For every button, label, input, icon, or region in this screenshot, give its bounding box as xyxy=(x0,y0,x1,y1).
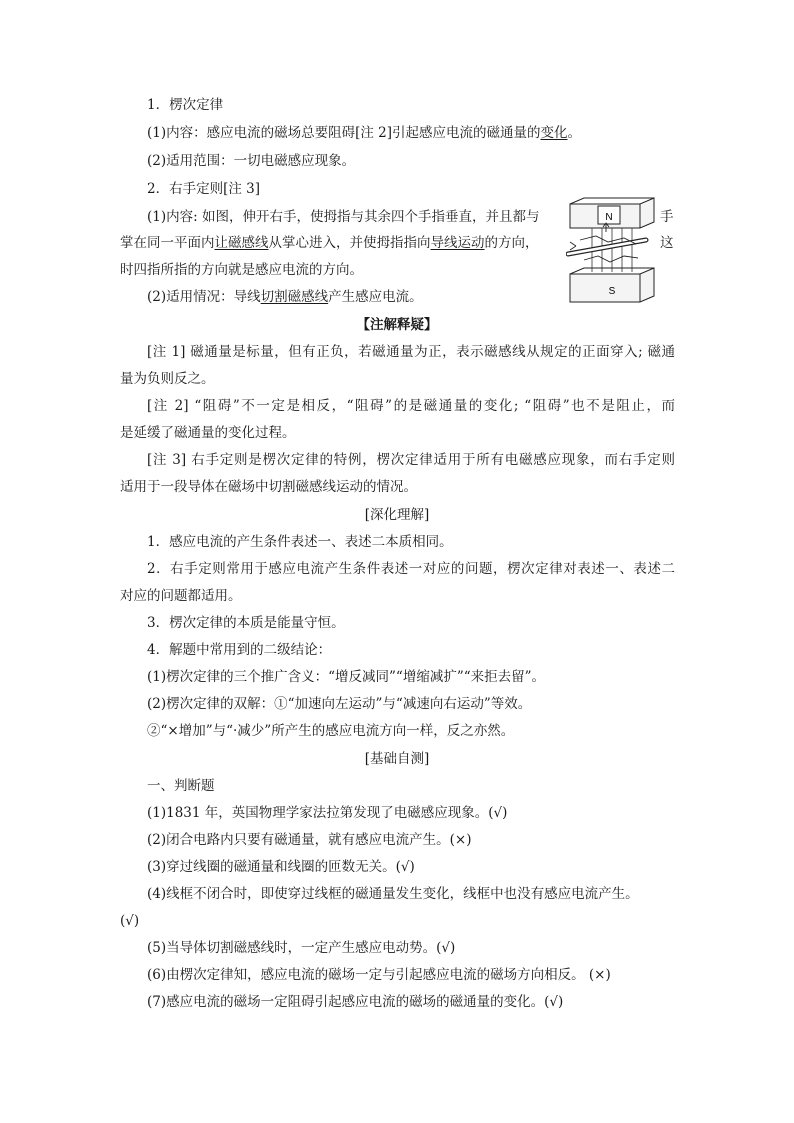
question-4-line-1: (4)线框不闭合时，即使穿过线框的磁通量发生变化，线框中也没有感应电流产生。 xyxy=(147,886,639,902)
question-5: (5)当导体切割磁感线时，一定产生感应电动势。(√) xyxy=(147,940,456,956)
line-2-underline-2: 导线运动 xyxy=(430,235,485,251)
south-pole-magnet xyxy=(570,268,654,302)
lenz-content xyxy=(147,123,581,143)
lenz-content-text: (1)内容：感应电流的磁场总要阻碍[注 2]引起感应电流的磁通量的 xyxy=(147,125,541,141)
question-2: (2)闭合电路内只要有磁通量，就有感应电流产生。(×) xyxy=(147,832,472,848)
note-2-line-1: [注 2] “阻碍”不一定是相反，“阻碍”的是磁通量的变化; “阻碍”也不是阻止，而 xyxy=(147,398,675,414)
test-subheading: 一、判断题 xyxy=(147,778,215,794)
note-2-line-2: 是延缓了磁通量的变化过程。 xyxy=(120,425,296,441)
deep-point-6: (2)楞次定律的双解：①“加速向左运动”与“减速向右运动”等效。 xyxy=(147,696,532,712)
line-2-pre: 掌在同一平面内 xyxy=(120,235,215,251)
test-heading: [基础自测] xyxy=(364,751,430,767)
right-hand-line-3: 时四指所指的方向就是感应电流的方向。 xyxy=(120,262,363,278)
deep-point-4: 4．解题中常用到的二级结论： xyxy=(147,642,332,658)
note-1-line-2: 量为负则反之。 xyxy=(120,371,215,387)
question-6: (6)由楞次定律知，感应电流的磁场一定与引起感应电流的磁场方向相反。 (×) xyxy=(147,967,611,983)
right-hand-line-1: (1)内容: 如图，伸开右手，使拇指与其余四个手指垂直，并且都与 xyxy=(147,209,540,225)
deep-point-3: 3．楞次定律的本质是能量守恒。 xyxy=(147,615,345,631)
south-label: S xyxy=(608,286,616,297)
line-2-mid: 从掌心进入，并使拇指指向 xyxy=(268,235,431,251)
usage-underlined: 切割磁感线 xyxy=(260,289,329,305)
right-hand-line-1-end: 手 xyxy=(660,209,674,225)
question-1: (1)1831 年，英国物理学家法拉第发现了电磁感应现象。(√) xyxy=(147,805,508,821)
line-2-post: 的方向， xyxy=(484,235,539,251)
deep-heading: [深化理解] xyxy=(364,507,430,523)
note-3-line-1: [注 3] 右手定则是楞次定律的特例，楞次定律适用于所有电磁感应现象，而右手定则 xyxy=(147,452,675,468)
question-7: (7)感应电流的磁场一定阻碍引起感应电流的磁场的磁通量的变化。(√) xyxy=(147,994,564,1010)
north-pole-magnet xyxy=(570,198,654,228)
deep-point-2-line-1: 2．右手定则常用于感应电流产生条件表述一对应的问题，楞次定律对表述一、表述二 xyxy=(147,561,675,577)
right-hand-usage xyxy=(147,287,423,307)
usage-post: 产生感应电流。 xyxy=(328,289,423,305)
section-right-hand-title: 2．右手定则[注 3] xyxy=(147,181,261,197)
question-4-line-2: (√) xyxy=(120,913,140,929)
conductor-rod xyxy=(568,240,646,254)
north-label: N xyxy=(605,212,613,223)
lenz-content-end: 。 xyxy=(567,125,582,141)
lenz-content-underlined: 变化 xyxy=(540,125,568,141)
right-hand-line-2-end: 这 xyxy=(660,235,674,251)
magnet-conductor-figure xyxy=(566,196,658,304)
notes-heading: 【注解释疑】 xyxy=(356,317,438,333)
note-3-line-2: 适用于一段导体在磁场中切割磁感线运动的情况。 xyxy=(120,479,417,495)
question-3: (3)穿过线圈的磁通量和线圈的匝数无关。(√) xyxy=(147,859,415,875)
note-1-line-1: [注 1] 磁通量是标量，但有正负，若磁通量为正，表示磁感线从规定的正面穿入; 磁通 xyxy=(147,344,675,360)
deep-point-1: 1．感应电流的产生条件表述一、表述二本质相同。 xyxy=(147,534,453,550)
usage-pre: (2)适用情况：导线 xyxy=(147,289,261,305)
right-hand-line-2 xyxy=(120,233,539,253)
deep-point-2-line-2: 对应的问题都适用。 xyxy=(120,588,242,604)
section-lenz-title: 1．楞次定律 xyxy=(147,97,224,113)
deep-point-5: (1)楞次定律的三个推广含义：“增反减同”“增缩减扩”“来拒去留”。 xyxy=(147,669,546,685)
lenz-scope: (2)适用范围：一切电磁感应现象。 xyxy=(147,153,356,169)
deep-point-7: ②“×增加”与“·减少”所产生的感应电流方向一样，反之亦然。 xyxy=(147,723,515,739)
line-2-underline-1: 让磁感线 xyxy=(214,235,269,251)
